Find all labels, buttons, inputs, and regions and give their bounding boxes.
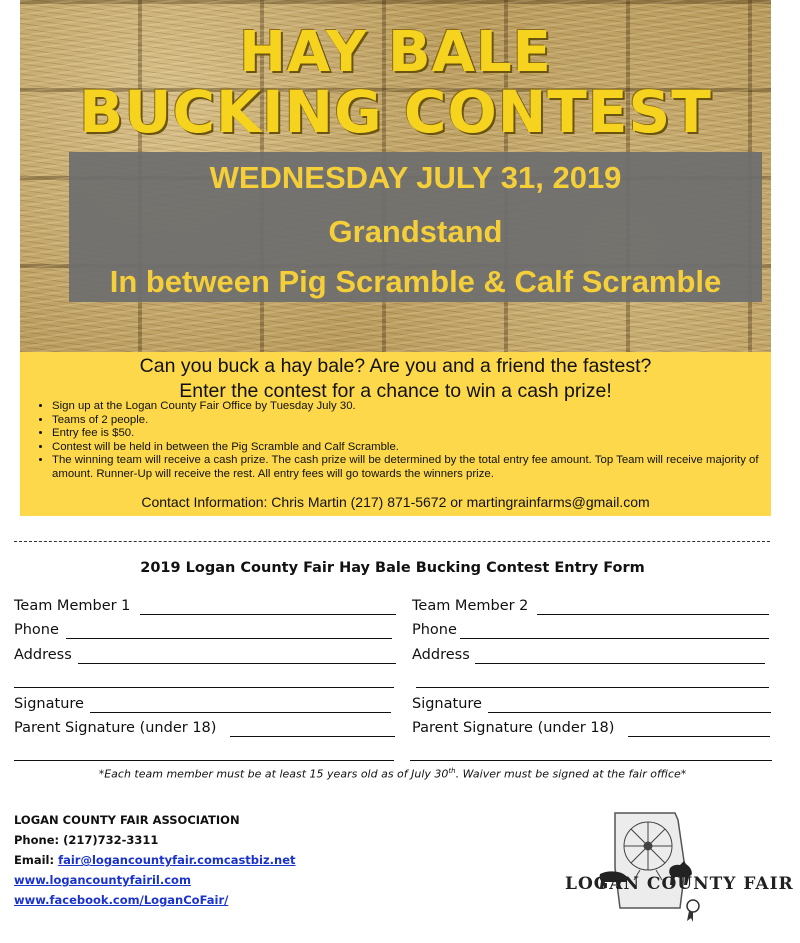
address-2-field[interactable] [475,663,765,664]
address-1-label: Address [14,647,72,663]
phone-1-field[interactable] [66,638,392,639]
event-details-box [69,152,762,302]
headline-call-to-action: Enter the contest for a chance to win a cash prize! [179,380,612,402]
age-note-superscript: th [448,767,456,775]
rule-item: • Sign up at the Logan County Fair Office by Tuesday July 30. [52,400,776,414]
address-2-label: Address [412,647,470,663]
contact-info: Contact Information: Chris Martin (217) 871-5672 or martingrainfarms@gmail.com [141,494,650,510]
address-1-line-2-field[interactable] [14,687,394,688]
form-title: 2019 Logan County Fair Hay Bale Bucking Contest Entry Form [140,560,645,576]
signature-1-label: Signature [14,696,84,712]
logo-text: LOGAN COUNTY FAIR [565,874,794,894]
team-member-1-field[interactable] [140,614,396,615]
age-note-text: *Each team member must be at least 15 years old as of July 30 [98,767,449,781]
cut-line-divider [14,541,770,542]
title-line-1: HAY BALE [239,20,552,85]
signature-2-label: Signature [412,696,482,712]
phone-2-field[interactable] [460,638,769,639]
address-1-field[interactable] [78,663,396,664]
rules-list [34,400,776,482]
signature-1-field[interactable] [90,712,391,713]
parent-signature-2-line-2-field[interactable] [410,760,772,761]
association-name: LOGAN COUNTY FAIR ASSOCIATION [14,813,240,827]
rule-item: • The winning team will receive a cash prize. The cash prize will be determined by the total entry fee amount. Top Team will receive majority of amount. Runner-Up will receive the rest. All entry fees will go towards the winners prize. [52,454,776,481]
event-date: WEDNESDAY JULY 31, 2019 [209,160,622,195]
rule-item: • Entry fee is $50. [52,427,776,441]
website-link[interactable]: www.logancountyfairil.com [14,873,191,887]
info-panel [20,352,771,516]
address-2-line-2-field[interactable] [416,687,769,688]
association-contact-block [14,810,296,910]
hay-bale-banner [20,0,771,352]
event-timing: In between Pig Scramble & Calf Scramble [109,264,722,299]
title-line-2: BUCKING CONTEST [79,78,712,146]
parent-signature-1-label: Parent Signature (under 18) [14,720,217,736]
rule-item: • Contest will be held in between the Pig Scramble and Calf Scramble. [52,441,776,455]
team-member-2-label: Team Member 2 [412,598,529,614]
facebook-link[interactable]: www.facebook.com/LoganCoFair/ [14,893,229,907]
parent-signature-2-label: Parent Signature (under 18) [412,720,615,736]
age-requirement-note [0,767,785,781]
phone-1-label: Phone [14,622,59,638]
parent-signature-1-line-2-field[interactable] [14,760,394,761]
headline-question: Can you buck a hay bale? Are you and a friend the fastest? [139,355,652,377]
email-label: Email: [14,853,59,867]
phone-2-label: Phone [412,622,457,638]
parent-signature-1-field[interactable] [230,736,395,737]
logan-county-fair-logo [560,808,765,923]
signature-2-field[interactable] [488,712,771,713]
ribbon-icon [687,900,699,922]
event-location: Grandstand [328,214,503,249]
email-link[interactable]: fair@logancountyfair.comcastbiz.net [58,853,296,867]
team-member-2-field[interactable] [537,614,769,615]
parent-signature-2-field[interactable] [628,736,770,737]
rule-item: • Teams of 2 people. [52,414,776,428]
age-note-text-end: . Waiver must be signed at the fair office* [455,767,687,781]
association-phone: Phone: (217)732-3311 [14,833,159,847]
team-member-1-label: Team Member 1 [14,598,131,614]
